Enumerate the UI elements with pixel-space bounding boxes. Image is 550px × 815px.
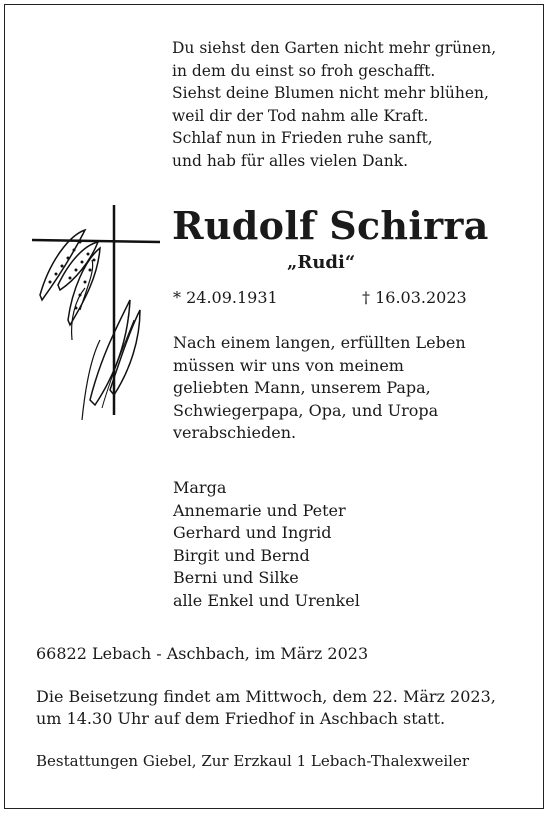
farewell-line: müssen wir uns von meinem bbox=[173, 355, 404, 375]
poem-line: in dem du einst so froh geschafft. bbox=[172, 61, 436, 80]
funeral-line: um 14.30 Uhr auf dem Friedhof in Aschbach statt. bbox=[36, 709, 446, 728]
family-list bbox=[173, 477, 360, 612]
farewell-line: Schwiegerpapa, Opa, und Uropa bbox=[173, 400, 439, 420]
undertaker-info: Bestattungen Giebel, Zur Erzkaul 1 Lebach-Thalexweiler bbox=[36, 752, 470, 770]
death-date: † 16.03.2023 bbox=[362, 288, 467, 307]
deceased-name: Rudolf Schirra bbox=[172, 203, 489, 248]
family-member: Gerhard und Ingrid bbox=[173, 523, 332, 542]
family-member: Marga bbox=[173, 478, 227, 497]
deceased-nickname: „Rudi“ bbox=[287, 252, 356, 273]
cross-with-wheat-icon bbox=[30, 190, 160, 450]
place-date: 66822 Lebach - Aschbach, im März 2023 bbox=[36, 644, 369, 663]
poem bbox=[172, 37, 496, 172]
birth-date: * 24.09.1931 bbox=[173, 288, 278, 307]
farewell-line: verabschieden. bbox=[173, 423, 297, 442]
poem-line: Siehst deine Blumen nicht mehr blühen, bbox=[172, 84, 489, 102]
farewell-text bbox=[173, 332, 466, 445]
farewell-line: geliebten Mann, unserem Papa, bbox=[173, 378, 431, 397]
family-member: Birgit und Bernd bbox=[173, 545, 310, 565]
poem-line: Schlaf nun in Frieden ruhe sanft, bbox=[172, 129, 433, 147]
family-member: alle Enkel und Urenkel bbox=[173, 590, 360, 610]
family-member: Annemarie und Peter bbox=[173, 500, 346, 520]
funeral-info bbox=[36, 686, 496, 730]
poem-line: und hab für alles vielen Dank. bbox=[172, 151, 409, 170]
poem-line: weil dir der Tod nahm alle Kraft. bbox=[172, 106, 429, 125]
funeral-line: Die Beisetzung findet am Mittwoch, dem 22. März 2023, bbox=[36, 687, 496, 706]
poem-line: Du siehst den Garten nicht mehr grünen, bbox=[172, 39, 497, 57]
farewell-line: Nach einem langen, erfüllten Leben bbox=[173, 333, 466, 352]
family-member: Berni und Silke bbox=[173, 568, 299, 587]
